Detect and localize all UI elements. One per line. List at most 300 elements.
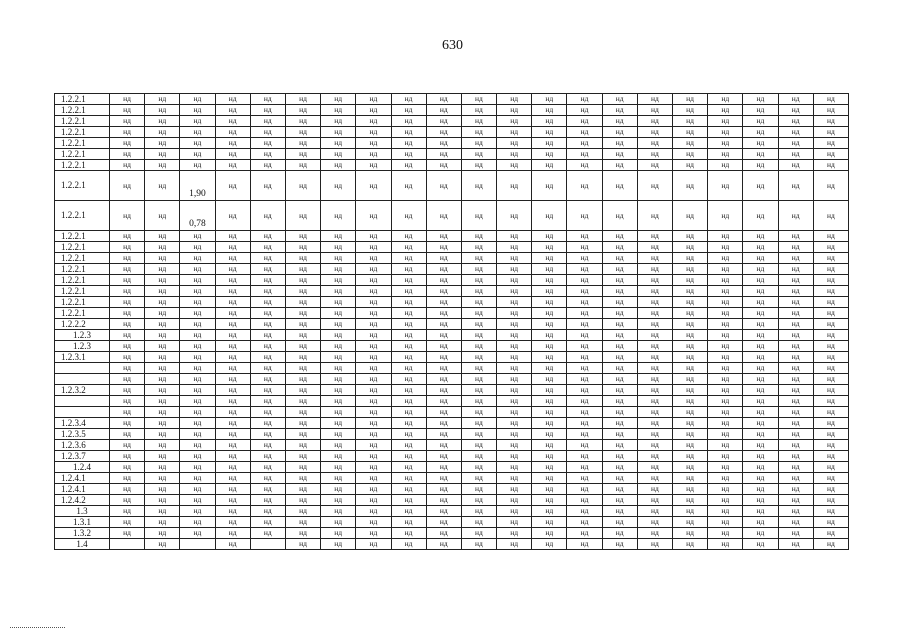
table-cell: нд	[532, 253, 567, 264]
table-cell: нд	[356, 94, 391, 105]
table-cell: нд	[532, 352, 567, 363]
table-cell: нд	[778, 330, 813, 341]
table-cell: нд	[356, 253, 391, 264]
table-cell: нд	[180, 264, 215, 275]
table-cell: нд	[708, 462, 743, 473]
table-cell: нд	[708, 149, 743, 160]
table-cell: нд	[426, 242, 461, 253]
table-cell: нд	[673, 429, 708, 440]
table-cell: нд	[180, 462, 215, 473]
row-code-cell: 1.2.3	[55, 330, 110, 341]
table-cell: нд	[110, 352, 145, 363]
table-cell: нд	[637, 138, 672, 149]
table-cell: нд	[497, 374, 532, 385]
table-cell: нд	[567, 286, 602, 297]
table-cell: нд	[391, 451, 426, 462]
table-cell: нд	[813, 539, 848, 550]
table-cell: нд	[285, 506, 320, 517]
table-cell: нд	[673, 105, 708, 116]
row-code-cell	[55, 363, 110, 374]
table-row	[55, 242, 849, 253]
table-cell: нд	[145, 94, 180, 105]
table-cell: нд	[426, 484, 461, 495]
row-code-cell: 1.2.4.1	[55, 484, 110, 495]
table-cell: нд	[673, 528, 708, 539]
table-cell: нд	[215, 484, 250, 495]
table-cell: нд	[285, 484, 320, 495]
table-row	[55, 352, 849, 363]
table-cell: нд	[391, 363, 426, 374]
table-cell: нд	[391, 275, 426, 286]
table-cell: нд	[813, 352, 848, 363]
table-cell: нд	[461, 440, 496, 451]
table-cell: нд	[567, 473, 602, 484]
table-cell: нд	[567, 127, 602, 138]
table-cell: нд	[426, 138, 461, 149]
table-cell: нд	[637, 506, 672, 517]
table-cell: нд	[426, 451, 461, 462]
table-cell: нд	[602, 374, 637, 385]
table-cell: нд	[567, 171, 602, 201]
table-cell: нд	[708, 264, 743, 275]
table-cell: нд	[215, 396, 250, 407]
table-cell: нд	[110, 171, 145, 201]
table-cell: нд	[426, 231, 461, 242]
table-cell: нд	[532, 201, 567, 231]
table-cell: нд	[813, 149, 848, 160]
table-cell: нд	[743, 116, 778, 127]
table-row	[55, 462, 849, 473]
table-cell: нд	[215, 253, 250, 264]
table-cell: нд	[391, 160, 426, 171]
table-cell: нд	[426, 264, 461, 275]
table-cell: нд	[602, 396, 637, 407]
table-cell: нд	[461, 160, 496, 171]
table-cell: нд	[461, 171, 496, 201]
table-cell: нд	[461, 495, 496, 506]
table-cell: нд	[567, 517, 602, 528]
table-cell: нд	[110, 484, 145, 495]
table-cell: нд	[180, 242, 215, 253]
table-cell: нд	[426, 385, 461, 396]
table-cell: нд	[180, 396, 215, 407]
row-code-cell: 1.2.2.1	[55, 264, 110, 275]
table-cell: нд	[602, 330, 637, 341]
table-cell: нд	[110, 506, 145, 517]
table-cell: нд	[110, 105, 145, 116]
table-cell: нд	[532, 94, 567, 105]
table-cell: нд	[743, 462, 778, 473]
row-code-cell	[55, 407, 110, 418]
table-cell: нд	[673, 451, 708, 462]
table-row	[55, 231, 849, 242]
table-cell: нд	[180, 275, 215, 286]
table-cell: нд	[497, 429, 532, 440]
footnote-rule	[10, 627, 65, 628]
table-cell: нд	[637, 116, 672, 127]
table-cell: нд	[461, 127, 496, 138]
table-cell: нд	[497, 242, 532, 253]
table-cell: нд	[145, 275, 180, 286]
table-cell: нд	[602, 127, 637, 138]
table-cell: нд	[110, 308, 145, 319]
table-cell: нд	[250, 275, 285, 286]
table-cell: нд	[391, 286, 426, 297]
table-cell: нд	[285, 517, 320, 528]
table-cell: нд	[567, 528, 602, 539]
table-cell: нд	[180, 473, 215, 484]
table-cell: нд	[708, 275, 743, 286]
table-cell: нд	[391, 116, 426, 127]
table-cell: нд	[285, 352, 320, 363]
table-cell: нд	[461, 528, 496, 539]
table-cell: нд	[743, 330, 778, 341]
table-cell: нд	[391, 396, 426, 407]
table-cell: нд	[743, 160, 778, 171]
table-cell: нд	[673, 341, 708, 352]
table-cell: нд	[743, 231, 778, 242]
table-cell: нд	[215, 116, 250, 127]
table-cell: нд	[602, 297, 637, 308]
table-cell: нд	[215, 127, 250, 138]
table-cell: нд	[215, 138, 250, 149]
table-cell: нд	[813, 116, 848, 127]
table-cell: нд	[708, 138, 743, 149]
table-cell: нд	[497, 127, 532, 138]
table-cell: нд	[215, 297, 250, 308]
table-cell: нд	[708, 539, 743, 550]
table-cell: нд	[250, 517, 285, 528]
table-cell: нд	[145, 127, 180, 138]
table-cell: нд	[567, 374, 602, 385]
table-cell: нд	[602, 138, 637, 149]
table-cell: нд	[778, 495, 813, 506]
table-cell: нд	[673, 330, 708, 341]
table-cell: нд	[391, 440, 426, 451]
table-cell: нд	[743, 407, 778, 418]
table-cell: нд	[637, 308, 672, 319]
table-cell: нд	[461, 385, 496, 396]
table-cell: нд	[637, 440, 672, 451]
table-cell: нд	[426, 308, 461, 319]
table-cell: нд	[110, 429, 145, 440]
table-cell: нд	[532, 319, 567, 330]
table-cell: нд	[426, 275, 461, 286]
table-cell: нд	[321, 429, 356, 440]
table-cell: нд	[180, 231, 215, 242]
table-cell: нд	[567, 363, 602, 374]
table-cell: нд	[356, 116, 391, 127]
table-cell: нд	[180, 319, 215, 330]
table-cell: нд	[637, 94, 672, 105]
table-cell: нд	[250, 264, 285, 275]
table-row	[55, 473, 849, 484]
table-cell: нд	[180, 330, 215, 341]
table-cell: нд	[321, 495, 356, 506]
table-cell: нд	[532, 264, 567, 275]
table-cell: нд	[285, 201, 320, 231]
table-cell: нд	[778, 297, 813, 308]
table-cell: нд	[285, 171, 320, 201]
table-cell: нд	[497, 286, 532, 297]
table-cell: нд	[743, 105, 778, 116]
table-cell: нд	[145, 253, 180, 264]
table-cell: нд	[637, 429, 672, 440]
table-cell: нд	[743, 528, 778, 539]
table-cell: нд	[391, 201, 426, 231]
table-cell: нд	[321, 319, 356, 330]
table-cell: нд	[285, 528, 320, 539]
table-cell: нд	[461, 297, 496, 308]
table-cell: нд	[356, 127, 391, 138]
table-cell: нд	[778, 171, 813, 201]
table-cell: нд	[321, 418, 356, 429]
table-cell: нд	[778, 242, 813, 253]
table-cell: нд	[497, 149, 532, 160]
table-cell: нд	[778, 385, 813, 396]
table-cell: нд	[250, 341, 285, 352]
table-cell: нд	[250, 330, 285, 341]
table-cell: нд	[567, 539, 602, 550]
table-cell: нд	[532, 418, 567, 429]
table-cell: нд	[461, 451, 496, 462]
table-cell: нд	[285, 385, 320, 396]
row-code-cell: 1.2.2.2	[55, 319, 110, 330]
table-cell: нд	[426, 462, 461, 473]
table-cell: нд	[567, 201, 602, 231]
table-cell: нд	[567, 407, 602, 418]
table-cell: нд	[321, 94, 356, 105]
table-cell: нд	[145, 429, 180, 440]
table-cell: нд	[426, 330, 461, 341]
table-cell: нд	[215, 528, 250, 539]
table-cell: нд	[637, 231, 672, 242]
table-cell: нд	[778, 462, 813, 473]
table-cell: нд	[813, 242, 848, 253]
table-cell: нд	[356, 495, 391, 506]
table-cell: нд	[602, 231, 637, 242]
table-cell: нд	[250, 297, 285, 308]
table-cell: нд	[180, 374, 215, 385]
table-cell: нд	[743, 506, 778, 517]
table-cell: нд	[743, 94, 778, 105]
table-cell: нд	[356, 506, 391, 517]
table-cell: нд	[743, 451, 778, 462]
table-cell: нд	[426, 116, 461, 127]
table-cell: нд	[708, 473, 743, 484]
table-cell: нд	[813, 275, 848, 286]
table-cell: нд	[145, 308, 180, 319]
table-cell: нд	[708, 201, 743, 231]
table-cell: нд	[637, 149, 672, 160]
table-cell: нд	[567, 138, 602, 149]
table-cell: нд	[813, 138, 848, 149]
table-cell: нд	[426, 374, 461, 385]
row-code-cell: 1.3.1	[55, 517, 110, 528]
table-cell: нд	[532, 385, 567, 396]
table-cell: нд	[567, 330, 602, 341]
row-code-cell: 1.2.3.4	[55, 418, 110, 429]
table-cell: нд	[145, 171, 180, 201]
table-row	[55, 138, 849, 149]
table-cell: нд	[250, 528, 285, 539]
table-cell: нд	[567, 231, 602, 242]
table-cell: нд	[250, 105, 285, 116]
table-cell: нд	[743, 201, 778, 231]
table-cell: нд	[461, 231, 496, 242]
table-cell: нд	[778, 149, 813, 160]
table-cell: нд	[180, 363, 215, 374]
table-row	[55, 396, 849, 407]
table-cell: нд	[426, 495, 461, 506]
table-cell: нд	[673, 363, 708, 374]
table-cell: нд	[567, 440, 602, 451]
table-cell: нд	[532, 308, 567, 319]
table-cell: нд	[813, 528, 848, 539]
table-cell: нд	[708, 330, 743, 341]
table-cell: нд	[180, 253, 215, 264]
table-cell: нд	[461, 201, 496, 231]
table-cell: нд	[743, 138, 778, 149]
row-code-cell: 1.2.4.2	[55, 495, 110, 506]
row-code-cell: 1.2.4.1	[55, 473, 110, 484]
table-cell: нд	[637, 418, 672, 429]
table-cell: нд	[321, 171, 356, 201]
table-cell: нд	[180, 105, 215, 116]
table-cell: нд	[637, 363, 672, 374]
table-cell: нд	[285, 286, 320, 297]
table-cell: нд	[602, 201, 637, 231]
table-cell: нд	[285, 440, 320, 451]
table-cell: нд	[813, 363, 848, 374]
table-cell: нд	[637, 171, 672, 201]
table-cell: нд	[145, 374, 180, 385]
table-cell: нд	[497, 418, 532, 429]
table-cell: нд	[285, 308, 320, 319]
table-cell: нд	[110, 341, 145, 352]
table-cell: нд	[532, 528, 567, 539]
table-cell: нд	[250, 506, 285, 517]
table-cell: нд	[250, 385, 285, 396]
table-cell: нд	[637, 451, 672, 462]
table-cell: нд	[778, 407, 813, 418]
table-cell: нд	[708, 495, 743, 506]
table-cell: нд	[567, 297, 602, 308]
table-cell: нд	[532, 429, 567, 440]
table-cell: нд	[391, 374, 426, 385]
row-code-cell: 1.2.2.1	[55, 297, 110, 308]
table-cell: нд	[602, 286, 637, 297]
table-cell: нд	[110, 330, 145, 341]
table-cell: нд	[743, 264, 778, 275]
table-cell: нд	[110, 363, 145, 374]
row-code-cell: 1.2.3.2	[55, 385, 110, 396]
table-row	[55, 429, 849, 440]
table-cell: нд	[708, 506, 743, 517]
table-cell: нд	[461, 319, 496, 330]
table-cell: нд	[497, 484, 532, 495]
table-cell: нд	[145, 396, 180, 407]
table-cell: нд	[461, 396, 496, 407]
table-cell: нд	[743, 429, 778, 440]
table-cell: нд	[602, 319, 637, 330]
table-cell: нд	[285, 407, 320, 418]
table-cell: нд	[567, 94, 602, 105]
row-code-cell: 1.2.2.1	[55, 242, 110, 253]
table-cell: нд	[673, 352, 708, 363]
table-cell: нд	[602, 242, 637, 253]
table-cell: нд	[673, 484, 708, 495]
table-cell: нд	[532, 506, 567, 517]
table-cell: нд	[637, 539, 672, 550]
table-cell: нд	[145, 363, 180, 374]
table-cell: нд	[285, 319, 320, 330]
table-cell: нд	[602, 264, 637, 275]
table-cell: нд	[637, 396, 672, 407]
table-cell: 0,78	[180, 201, 215, 231]
table-cell: нд	[215, 539, 250, 550]
table-cell: нд	[461, 94, 496, 105]
table-cell: нд	[673, 160, 708, 171]
table-row	[55, 201, 849, 231]
table-cell: нд	[461, 308, 496, 319]
table-cell: нд	[497, 451, 532, 462]
table-cell: нд	[426, 539, 461, 550]
table-cell: нд	[813, 330, 848, 341]
table-cell: нд	[673, 127, 708, 138]
table-cell: нд	[602, 451, 637, 462]
table-row	[55, 385, 849, 396]
table-cell: нд	[356, 517, 391, 528]
table-cell: нд	[743, 374, 778, 385]
table-cell: нд	[110, 396, 145, 407]
table-cell: нд	[708, 407, 743, 418]
table-cell: нд	[813, 171, 848, 201]
table-cell: нд	[145, 352, 180, 363]
table-cell: нд	[567, 462, 602, 473]
table-cell: нд	[461, 242, 496, 253]
table-cell: нд	[778, 105, 813, 116]
table-cell: нд	[215, 286, 250, 297]
table-cell: нд	[673, 308, 708, 319]
table-cell: нд	[497, 275, 532, 286]
table-cell: нд	[285, 275, 320, 286]
table-cell: нд	[778, 528, 813, 539]
table-cell: нд	[813, 385, 848, 396]
table-cell	[110, 539, 145, 550]
table-cell: нд	[356, 319, 391, 330]
table-cell: нд	[110, 319, 145, 330]
table-cell: нд	[250, 171, 285, 201]
table-row	[55, 484, 849, 495]
table-cell: нд	[215, 440, 250, 451]
table-cell: нд	[250, 138, 285, 149]
table-row	[55, 319, 849, 330]
row-code-cell: 1.2.3	[55, 341, 110, 352]
table-cell: нд	[743, 297, 778, 308]
table-cell: нд	[743, 275, 778, 286]
table-cell: нд	[180, 418, 215, 429]
table-cell: нд	[743, 286, 778, 297]
table-cell: нд	[215, 352, 250, 363]
table-cell: нд	[321, 462, 356, 473]
table-cell: нд	[567, 319, 602, 330]
table-cell: нд	[356, 231, 391, 242]
table-cell: нд	[145, 201, 180, 231]
table-cell: нд	[356, 275, 391, 286]
table-cell: нд	[145, 385, 180, 396]
table-cell: нд	[145, 242, 180, 253]
